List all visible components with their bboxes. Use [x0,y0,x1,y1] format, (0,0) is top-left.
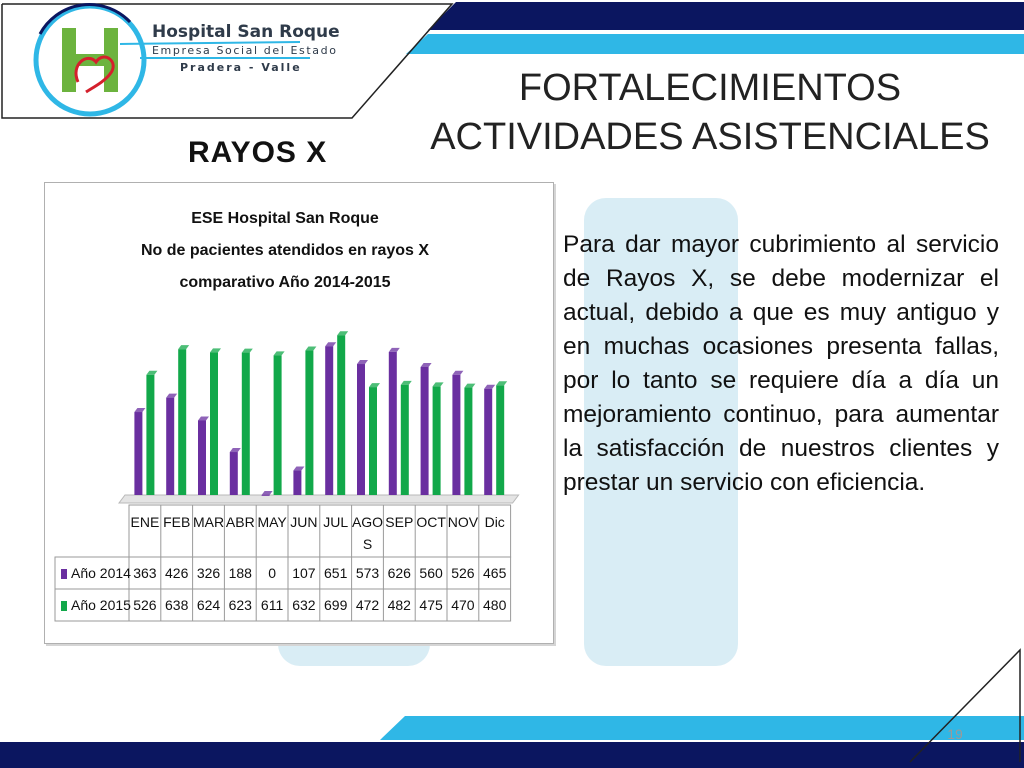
chart-floor [119,495,519,503]
category-label-jul: JUL [323,514,349,530]
table-value-2014-abr: 188 [228,565,252,581]
table-value-2015-sep: 482 [387,597,411,613]
chart-title-line-1: ESE Hospital San Roque [191,210,379,227]
category-label-may: MAY [257,514,287,530]
bar-top-2014-feb [166,394,177,398]
bar-2014-may [262,495,270,496]
bar-2015-may [274,355,282,495]
category-label-dic: Dic [484,514,505,530]
category-label-abr: ABR [225,514,255,530]
table-value-2015-dic: 480 [483,597,507,613]
slide-title-line-1: FORTALECIMIENTOS [518,67,902,109]
table-value-2015-may: 611 [260,597,284,613]
chart-title-line-2: No de pacientes atendidos en rayos X [140,242,430,259]
table-value-2014-nov: 526 [451,565,475,581]
bar-2015-abr [242,353,250,495]
bar-top-2015-jul [337,331,348,335]
bar-top-2014-agos [357,360,368,364]
bar-top-2014-nov [452,371,463,375]
bar-2014-jun [293,471,301,495]
bar-top-2014-mar [198,416,209,420]
bar-top-2015-mar [210,348,221,352]
bar-2015-mar [210,352,218,495]
bar-top-2015-agos [369,383,380,387]
table-value-2014-jun: 107 [292,565,316,581]
bar-2015-oct [433,386,441,495]
bar-top-2015-jun [305,347,316,351]
table-value-2015-mar: 624 [196,597,221,613]
bar-top-2015-nov [464,384,475,388]
bar-2015-feb [178,349,186,495]
bar-top-2015-may [274,351,285,355]
top-cyan-band [406,34,1024,54]
bar-2014-mar [198,420,206,495]
table-value-2015-ene: 526 [133,597,157,613]
bar-top-2014-jun [293,467,304,471]
bar-top-2014-oct [421,363,432,367]
bottom-navy-band [0,742,1024,768]
bar-2015-agos [369,387,377,495]
bar-top-2014-dic [484,385,495,389]
legend-label-2014: Año 2014 [71,565,131,581]
bar-2015-ene [146,375,154,495]
body-paragraph: Para dar mayor cubrimiento al servicio de Rayos X, se debe modernizar el actual, debido a que es muy antiguo y en muchas ocasiones presenta fallas, por lo tanto se requiere día a día un mejoramiento continuo, para aumentar la satisfacción de nuestros clientes y prestar un servicio con eficiencia. [563,231,999,496]
chart-title-line-3: comparativo Año 2014-2015 [179,274,391,291]
table-value-2015-oct: 475 [419,597,443,613]
bar-top-2015-sep [401,381,412,385]
legend-key-2014 [61,569,67,579]
bar-top-2015-ene [146,371,157,375]
table-value-2014-may: 0 [268,565,276,581]
bar-top-2015-dic [496,381,507,385]
table-value-2015-nov: 470 [451,597,475,613]
table-value-2014-agos: 573 [355,565,380,581]
table-value-2014-feb: 426 [165,565,189,581]
slide-title-line-2: ACTIVIDADES ASISTENCIALES [430,116,990,158]
table-value-2015-jul: 699 [324,597,348,613]
bar-top-2014-abr [230,448,241,452]
bar-2014-agos [357,364,365,495]
bar-top-2015-abr [242,349,253,353]
bar-top-2015-oct [433,382,444,386]
bar-top-2014-jul [325,342,336,346]
table-value-2014-dic: 465 [483,565,507,581]
category-label-nov: NOV [447,514,479,530]
category-label-mar: MAR [192,514,225,530]
bar-2015-jun [305,351,313,495]
bar-2014-oct [421,367,429,495]
table-value-2014-oct: 560 [419,565,443,581]
slide-title [405,64,1015,162]
table-value-2014-ene: 363 [133,565,157,581]
table-value-2014-mar: 326 [196,565,221,581]
logo-place: Pradera - Valle [180,61,302,74]
logo-subtitle: Empresa Social del Estado [152,44,338,57]
top-navy-band [428,2,1024,30]
bar-top-2014-ene [134,408,145,412]
category-label-jun: JUN [290,514,318,530]
section-title: RAYOS X [188,136,328,169]
bar-top-2014-may [262,491,273,495]
bottom-cyan-band [380,716,1024,740]
bar-top-2014-sep [389,348,400,352]
table-value-2015-agos: 472 [355,597,380,613]
table-value-2014-sep: 626 [387,565,411,581]
bar-chart [45,183,553,643]
logo-hospital-name: Hospital San Roque [152,22,340,42]
bar-2014-nov [452,375,460,495]
table-value-2014-jul: 651 [324,565,348,581]
bar-2014-sep [389,352,397,495]
bar-2014-abr [230,452,238,495]
category-label-agos-2: S [362,536,373,552]
category-label-ene: ENE [130,514,160,530]
category-label-sep: SEP [385,514,414,530]
category-label-oct: OCT [416,514,446,530]
bar-2014-ene [134,412,142,495]
legend-label-2015: Año 2015 [71,597,131,613]
bar-2015-jul [337,335,345,495]
hospital-logo [36,4,310,114]
category-label-feb: FEB [163,514,191,530]
bar-2014-feb [166,398,174,495]
bar-2014-dic [484,389,492,495]
bar-2015-dic [496,385,504,495]
table-value-2015-feb: 638 [165,597,189,613]
chart-container [44,182,554,644]
table-value-2015-jun: 632 [292,597,316,613]
bar-2014-jul [325,346,333,495]
page-number: 19 [947,726,963,742]
category-label-agos-1: AGO [351,514,384,530]
table-value-2015-abr: 623 [228,597,252,613]
bar-top-2015-feb [178,345,189,349]
bar-2015-nov [464,388,472,495]
legend-key-2015 [61,601,67,611]
bar-2015-sep [401,385,409,495]
